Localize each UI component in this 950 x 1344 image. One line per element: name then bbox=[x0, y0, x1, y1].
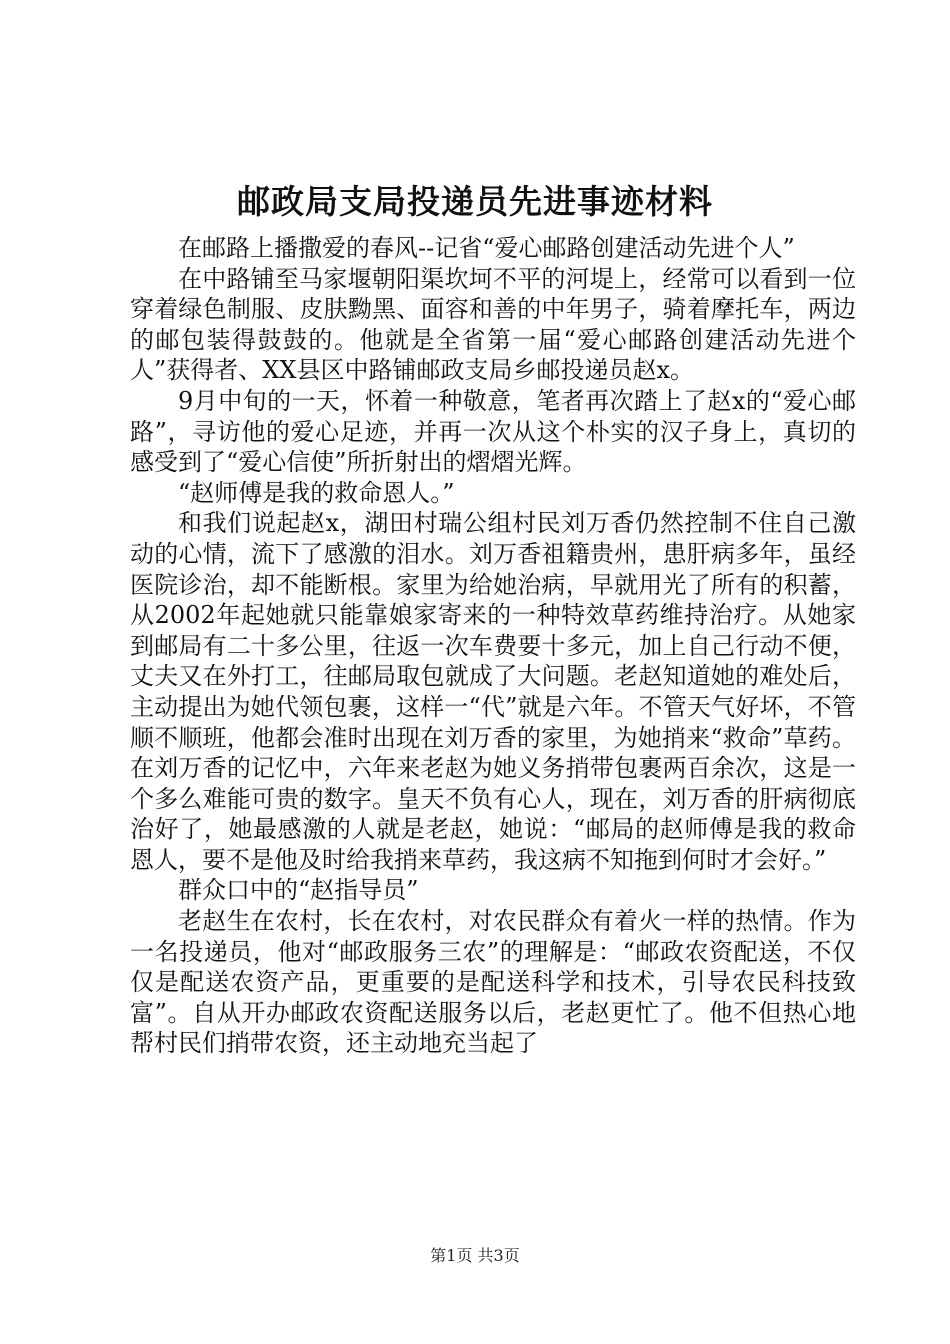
section-heading: 群众口中的“赵指导员” bbox=[178, 876, 419, 905]
body-paragraph: 老赵生在农村，长在农村，对农民群众有着火一样的热情。作为一名投递员，他对“邮政服务三农”的理解是：“邮政农资配送，不仅仅是配送农资产品，更重要的是配送科学和技术，引导农民科技致富”。自从开办邮政农资配送服务以后，老赵更忙了。他不但热心地帮村民们捎带农资，还主动地充当起了 bbox=[130, 907, 856, 1058]
section-heading: “赵师傅是我的救命恩人。” bbox=[178, 478, 455, 507]
document-body bbox=[130, 233, 856, 1059]
subtitle-paragraph: 在邮路上播撒爱的春风--记省“爱心邮路创建活动先进个人” bbox=[178, 234, 795, 262]
document-title: 邮政局支局投递员先进事迹材料 bbox=[237, 182, 713, 221]
page-footer bbox=[0, 1246, 950, 1266]
body-paragraph: 9月中旬的一天，怀着一种敬意，笔者再次踏上了赵x的“爱心邮路”，寻访他的爱心足迹，并再一次从这个朴实的汉子身上，真切的感受到了“爱心信使”所折射出的熠熠光辉。 bbox=[130, 386, 856, 477]
body-paragraph: 在中路铺至马家堰朝阳渠坎坷不平的河堤上，经常可以看到一位穿着绿色制服、皮肤黝黑、面容和善的中年男子，骑着摩托车，两边的邮包装得鼓鼓的。他就是全省第一届“爱心邮路创建活动先进个人”获得者、XX县区中路铺邮政支局乡邮投递员赵x。 bbox=[130, 264, 856, 385]
body-paragraph: 和我们说起赵x，湖田村瑞公组村民刘万香仍然控制不住自己激动的心情，流下了感激的泪水。刘万香祖籍贵州，患肝病多年，虽经医院诊治，却不能断根。家里为给她治病，早就用光了所有的积蓄，从2002年起她就只能靠娘家寄来的一种特效草药维持治疗。从她家到邮局有二十多公里，往返一次车费要十多元，加上自己行动不便，丈夫又在外打工，往邮局取包就成了大问题。老赵知道她的难处后，主动提出为她代领包裹，这样一“代”就是六年。不管天气好坏，不管顺不顺班，他都会准时出现在刘万香的家里，为她捎来“救命”草药。在刘万香的记忆中，六年来老赵为她义务捎带包裹两百余次，这是一个多么难能可贵的数字。皇天不负有心人，现在，刘万香的肝病彻底治好了，她最感激的人就是老赵，她说：“邮局的赵师傅是我的救命恩人，要不是他及时给我捎来草药，我这病不知拖到何时才会好。” bbox=[130, 509, 856, 874]
page-number: 第1页 共3页 bbox=[430, 1246, 520, 1265]
